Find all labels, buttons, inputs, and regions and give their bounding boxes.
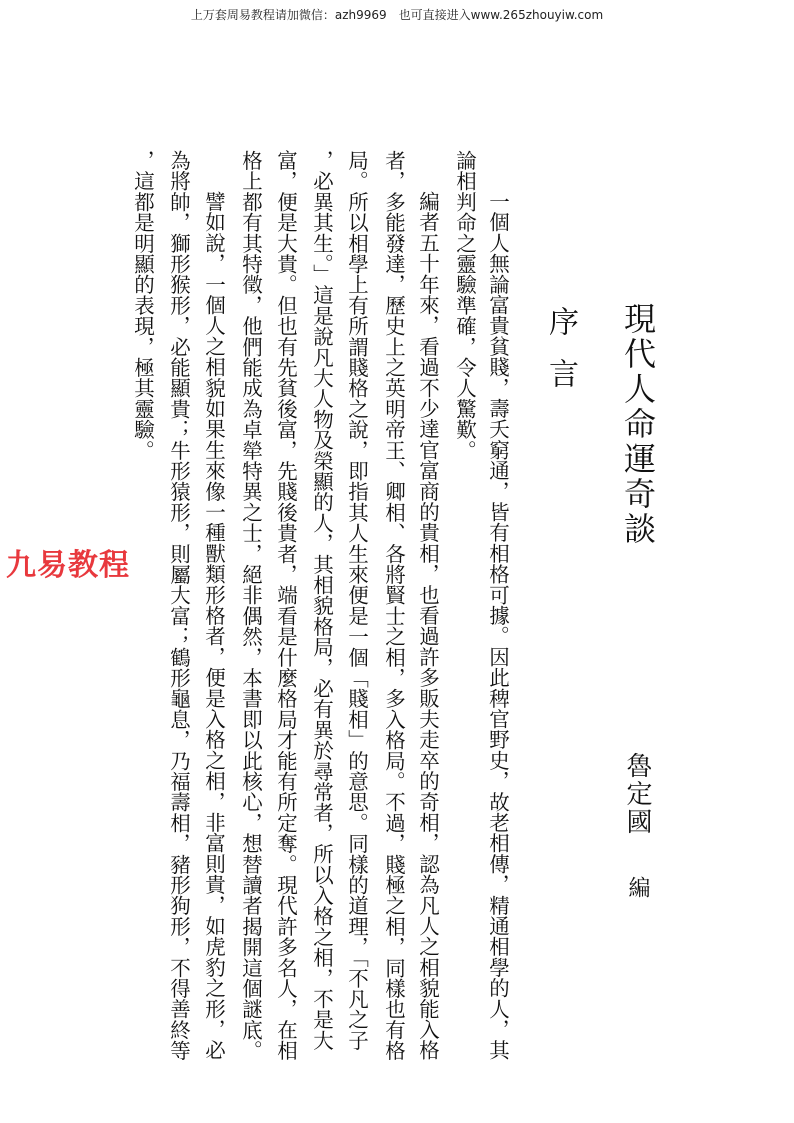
body-line: ，必異其生。」這是說凡大人物及榮顯的人，其相貌格局，必有異於尋常者，所以入格之相，不是大 <box>309 150 334 1051</box>
body-line: 論相判命之靈驗準確，令人驚歎。 <box>452 150 477 461</box>
body-line: 者，多能發達，歷史上之英明帝王、卿相、各將賢士之相，多入格局。不過，賤極之相，同樣也有格 <box>381 150 406 1061</box>
body-line: 編者五十年來，看過不少達官富商的貴相，也看過許多販夫走卒的奇相，認為凡人之相貌能入格 <box>415 191 440 1061</box>
body-line: 局。所以相學上有所謂賤格之說，即指其人生來便是一個「賤相」的意思。同樣的道理，「不凡之子 <box>344 150 369 1051</box>
section-heading: 序言 <box>543 306 578 410</box>
body-line: 為將帥，獅形猴形，必能顯貴；牛形猿形，則屬大富；鶴形龜息，乃福壽相，豬形狗形，不得善終等 <box>166 150 191 1061</box>
body-line: 富，便是大貴。但也有先貧後富，先賤後貴者，端看是什麼格局才能有所定奪。現代許多名人，在相 <box>273 150 298 1061</box>
body-line: 譬如說，一個人之相貌如果生來像一種獸類形格者，便是入格之相，非富則貴，如虎豹之形，必 <box>201 191 226 1061</box>
body-line: 一個人無論富貴貧賤，壽夭窮通，皆有相格可據。因此稗官野史，故老相傳，精通相學的人，其 <box>485 191 510 1061</box>
author-role: 編 <box>625 876 650 898</box>
book-title: 現代人命運奇談 <box>619 302 657 547</box>
body-line: ，這都是明顯的表現，極其靈驗。 <box>130 150 155 461</box>
author-name: 魯定國 <box>622 752 652 836</box>
watermark-logo: 九易教程 <box>6 548 130 583</box>
body-line: 格上都有其特徵，他們能成為卓犖特異之士，絕非偶然，本書即以此核心，想替讀者揭開這個謎底。 <box>238 150 263 1061</box>
header-banner: 上万套周易教程请加微信：azh9969 也可直接进入www.265zhouyiw.com <box>190 8 604 22</box>
